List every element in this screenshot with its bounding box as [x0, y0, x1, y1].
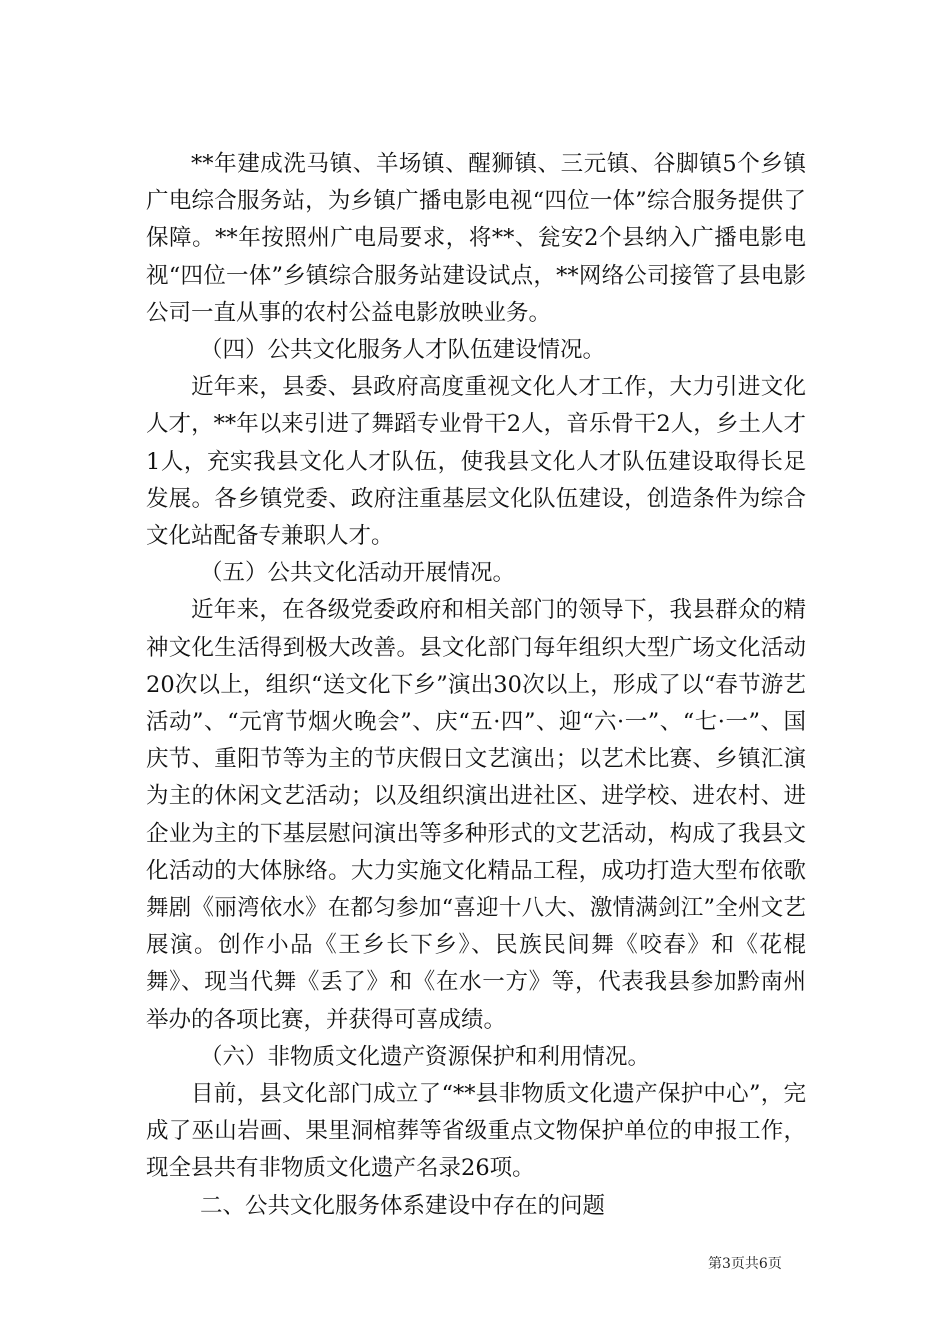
- section-heading-problems: 二、公共文化服务体系建设中存在的问题: [200, 1192, 606, 1219]
- page-number-footer: [708, 1253, 782, 1273]
- document-body: [146, 146, 806, 1225]
- paragraph-township-service-stations: **年建成洗马镇、羊场镇、醒狮镇、三元镇、谷脚镇5个乡镇广电综合服务站，为乡镇广播电影电视“四位一体”综合服务提供了保障。**年按照州广电局要求，将**、瓮安2个县纳入广播电影电视“四位一体”乡镇综合服务站建设试点，**网络公司接管了县电影公司一直从事的农村公益电影放映业务。: [146, 151, 806, 326]
- page-number-label: 第3页共6页: [708, 1256, 782, 1272]
- section-heading-talent-team: （四）公共文化服务人才队伍建设情况。: [200, 337, 606, 364]
- paragraph-talent-team: 近年来，县委、县政府高度重视文化人才工作，大力引进文化人才，**年以来引进了舞蹈专业骨干2人，音乐骨干2人，乡土人才1人，充实我县文化人才队伍，使我县文化人才队伍建设取得长足发展。各乡镇党委、政府注重基层文化队伍建设，创造条件为综合文化站配备专兼职人才。: [146, 374, 806, 550]
- section-heading-cultural-activities: （五）公共文化活动开展情况。: [200, 560, 516, 587]
- paragraph-cultural-activities: 近年来，在各级党委政府和相关部门的领导下，我县群众的精神文化生活得到极大改善。县文化部门每年组织大型广场文化活动20次以上，组织“送文化下乡”演出30次以上，形成了以“春节游艺活动”、“元宵节烟火晚会”、庆“五·四”、迎“六·一”、“七·一”、国庆节、重阳节等为主的节庆假日文艺演出；以艺术比赛、乡镇汇演为主的休闲文艺活动；以及组织演出进社区、进学校、进农村、进企业为主的下基层慰问演出等多种形式的文艺活动，构成了我县文化活动的大体脉络。大力实施文化精品工程，成功打造大型布依歌舞剧《丽湾依水》在都匀参加“喜迎十八大、激情满剑江”全州文艺展演。创作小品《王乡长下乡》、民族民间舞《咬春》和《花棍舞》、现当代舞《丢了》和《在水一方》等，代表我县参加黔南州举办的各项比赛，并获得可喜成绩。: [146, 597, 806, 1033]
- section-heading-intangible-heritage: （六）非物质文化遗产资源保护和利用情况。: [200, 1043, 651, 1070]
- paragraph-intangible-heritage: 目前，县文化部门成立了“**县非物质文化遗产保护中心”，完成了巫山岩画、果里洞棺葬等省级重点文物保护单位的申报工作，现全县共有非物质文化遗产名录26项。: [146, 1081, 806, 1182]
